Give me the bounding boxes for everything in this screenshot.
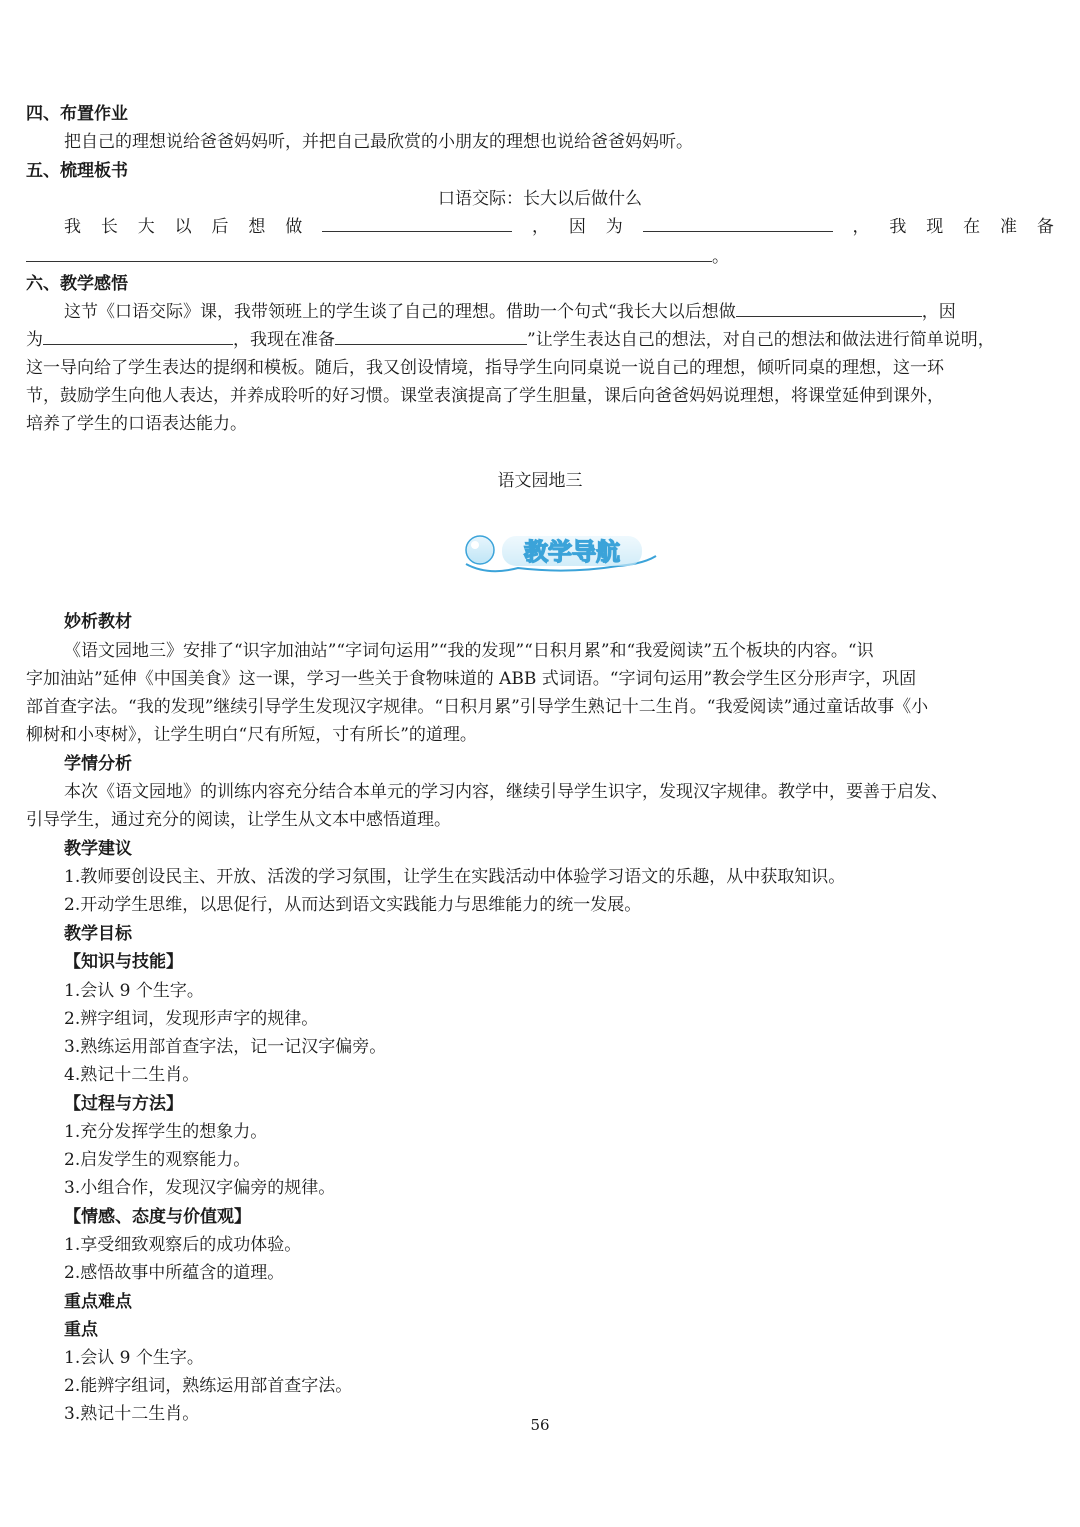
page-number: 56 (530, 1416, 550, 1434)
analysis-line: 字加油站”延伸《中国美食》这一课，学习一些关于食物味道的 ABB 式词语。“字词句运用”教会学生区分形声字，巩固 (26, 669, 917, 689)
text-run: ”让学生表达自己的想法，对自己的想法和做法进行简单说明， (527, 330, 995, 350)
learning-line: 引导学生，通过充分的阅读，让学生从文本中感悟道理。 (26, 810, 451, 830)
knowledge-item: 2.辨字组词，发现形声字的规律。 (64, 1009, 319, 1029)
fill-blank (736, 298, 922, 317)
badge-graphic (458, 528, 662, 578)
fill-blank (322, 213, 512, 232)
key-item: 1.会认 9 个生字。 (64, 1348, 204, 1368)
emotion-heading: 【情感、态度与价值观】 (64, 1207, 251, 1227)
garden-title: 语文园地三 (497, 471, 583, 491)
section6-heading: 六、教学感悟 (26, 274, 128, 294)
text-run: 为 (26, 330, 43, 350)
board-char: 为 (605, 217, 623, 237)
board-char: 我 (889, 217, 907, 237)
board-char: 我 (64, 217, 81, 237)
key-sub-heading: 重点 (64, 1320, 98, 1340)
section6-line (26, 326, 1054, 354)
section6-line: 节，鼓励学生向他人表达，并养成聆听的好习惯。课堂表演提高了学生胆量，课后向爸爸妈妈说理想，将课堂延伸到课外， (26, 386, 944, 406)
key-item: 3.熟记十二生肖。 (64, 1404, 200, 1424)
text-run: 这节《口语交际》课，我带领班上的学生谈了自己的理想。借助一个句式“我长大以后想做 (64, 302, 736, 322)
board-char: 想 (248, 217, 266, 237)
knowledge-item: 1.会认 9 个生字。 (64, 981, 204, 1001)
board-char: 后 (211, 217, 229, 237)
section6-line (64, 298, 1054, 326)
board-sentence-line (64, 213, 1054, 241)
text-run: ，我现在准备 (233, 330, 335, 350)
emotion-item: 2.感悟故事中所蕴含的道理。 (64, 1263, 285, 1283)
board-period: 。 (712, 247, 729, 267)
key-heading: 重点难点 (64, 1292, 132, 1312)
key-item: 2.能辨字组词，熟练运用部首查字法。 (64, 1376, 353, 1396)
knowledge-item: 4.熟记十二生肖。 (64, 1065, 200, 1085)
board-char: 因 (568, 217, 586, 237)
board-char: 以 (174, 217, 192, 237)
board-char: 在 (963, 217, 981, 237)
section4-heading: 四、布置作业 (26, 104, 128, 124)
board-char: 做 (285, 217, 303, 237)
board-char: 准 (1000, 217, 1017, 237)
board-comma: ， (532, 217, 549, 237)
analysis-line: 柳树和小枣树》，让学生明白“尺有所短，寸有所长”的道理。 (26, 725, 477, 745)
analysis-line: 《语文园地三》安排了“识字加油站”“字词句运用”“我的发现”“日积月累”和“我爱阅读”五个板块的内容。“识 (64, 641, 874, 661)
analysis-heading: 妙析教材 (64, 612, 132, 632)
emotion-item: 1.享受细致观察后的成功体验。 (64, 1235, 302, 1255)
fill-blank (43, 326, 233, 345)
goals-heading: 教学目标 (64, 924, 132, 944)
board-char: 长 (100, 217, 118, 237)
learning-heading: 学情分析 (64, 754, 132, 774)
process-item: 3.小组合作，发现汉字偏旁的规律。 (64, 1178, 336, 1198)
advice-item: 2.开动学生思维，以思促行，从而达到语文实践能力与思维能力的统一发展。 (64, 895, 642, 915)
advice-item: 1.教师要创设民主、开放、活泼的学习氛围，让学生在实践活动中体验学习语文的乐趣，从中获取知识。 (64, 867, 846, 887)
section5-heading: 五、梳理板书 (26, 161, 128, 181)
teaching-nav-badge (458, 528, 662, 578)
process-item: 1.充分发挥学生的想象力。 (64, 1122, 268, 1142)
section6-line: 培养了学生的口语表达能力。 (26, 414, 247, 434)
section6-line: 这一导向给了学生表达的提纲和模板。随后，我又创设情境，指导学生向同桌说一说自己的理想，倾听同桌的理想，这一环 (26, 358, 944, 378)
badge-bubble (466, 536, 494, 564)
text-run: ，因 (921, 302, 956, 322)
board-comma: ， (852, 217, 870, 237)
process-heading: 【过程与方法】 (64, 1094, 183, 1114)
advice-heading: 教学建议 (64, 839, 132, 859)
analysis-line: 部首查字法。“我的发现”继续引导学生发现汉字规律。“日积月累”引导学生熟记十二生肖。“我爱阅读”通过童话故事《小 (26, 697, 929, 717)
board-sentence-cont (26, 243, 1054, 271)
learning-line: 本次《语文园地》的训练内容充分结合本单元的学习内容，继续引导学生识字，发现汉字规律。教学中，要善于启发、 (64, 782, 948, 802)
badge-label: 教学导航 (524, 538, 620, 566)
knowledge-heading: 【知识与技能】 (64, 952, 183, 972)
board-sentence (64, 213, 1054, 241)
fill-blank (26, 243, 712, 262)
board-char: 现 (926, 217, 944, 237)
board-char: 大 (137, 217, 155, 237)
badge-shine (471, 541, 479, 549)
board-char: 备 (1036, 217, 1054, 237)
knowledge-item: 3.熟练运用部首查字法，记一记汉字偏旁。 (64, 1037, 387, 1057)
fill-blank (335, 326, 527, 345)
fill-blank (643, 213, 833, 232)
process-item: 2.启发学生的观察能力。 (64, 1150, 251, 1170)
section4-text: 把自己的理想说给爸爸妈妈听，并把自己最欣赏的小朋友的理想也说给爸爸妈妈听。 (64, 132, 693, 152)
board-title: 口语交际：长大以后做什么 (438, 189, 642, 209)
